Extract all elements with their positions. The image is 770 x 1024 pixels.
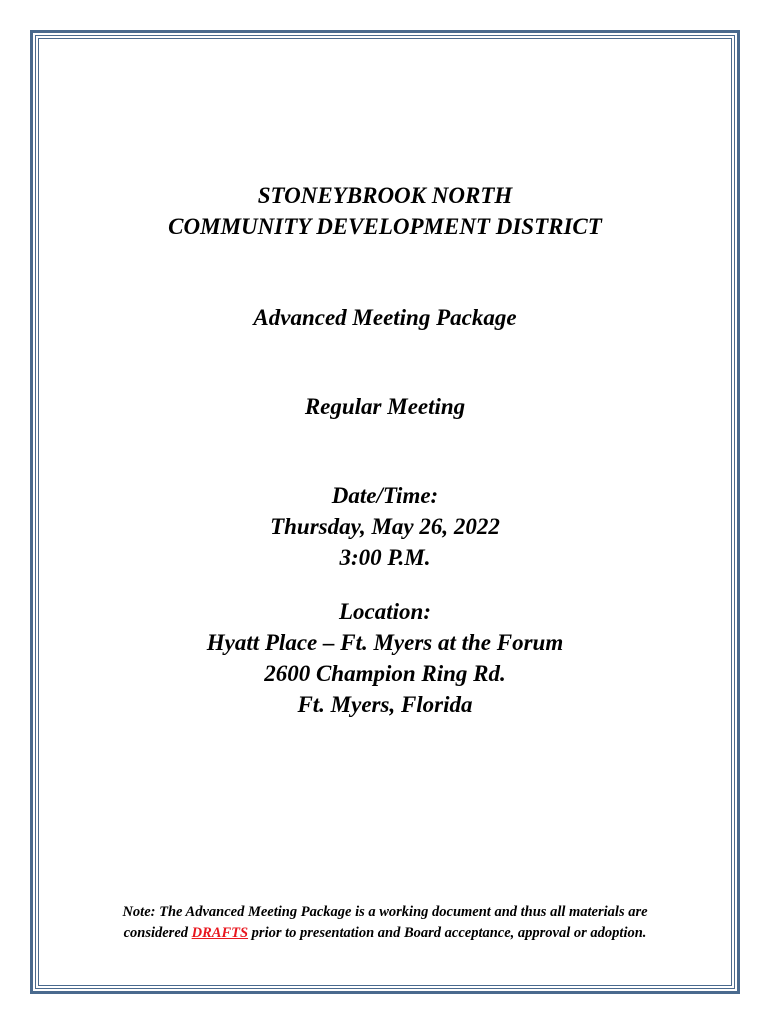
drafts-note	[40, 902, 730, 944]
note-line1: Note: The Advanced Meeting Package is a working document and thus all materials are	[122, 904, 648, 920]
drafts-emphasis: DRAFTS	[191, 925, 249, 941]
district-title-line2: COMMUNITY DEVELOPMENT DISTRICT	[168, 214, 602, 239]
note-line2-before: considered	[123, 925, 192, 941]
note-line2-after: prior to presentation and Board acceptance, approval or adoption.	[248, 925, 647, 941]
meeting-date: Thursday, May 26, 2022	[270, 514, 500, 539]
datetime-section	[40, 480, 730, 573]
district-title	[40, 180, 730, 242]
location-city: Ft. Myers, Florida	[297, 692, 473, 717]
datetime-heading: Date/Time:	[331, 483, 439, 508]
location-address: 2600 Champion Ring Rd.	[264, 661, 506, 686]
location-section	[40, 596, 730, 720]
meeting-type-text: Regular Meeting	[304, 394, 466, 419]
note-line2	[40, 923, 730, 944]
package-label	[40, 302, 730, 333]
meeting-time: 3:00 P.M.	[339, 545, 431, 570]
location-venue: Hyatt Place – Ft. Myers at the Forum	[206, 630, 564, 655]
package-label-text: Advanced Meeting Package	[253, 305, 517, 330]
district-title-line1: STONEYBROOK NORTH	[257, 183, 513, 208]
location-heading: Location:	[339, 599, 431, 624]
cover-page	[40, 40, 730, 984]
meeting-type	[40, 391, 730, 422]
